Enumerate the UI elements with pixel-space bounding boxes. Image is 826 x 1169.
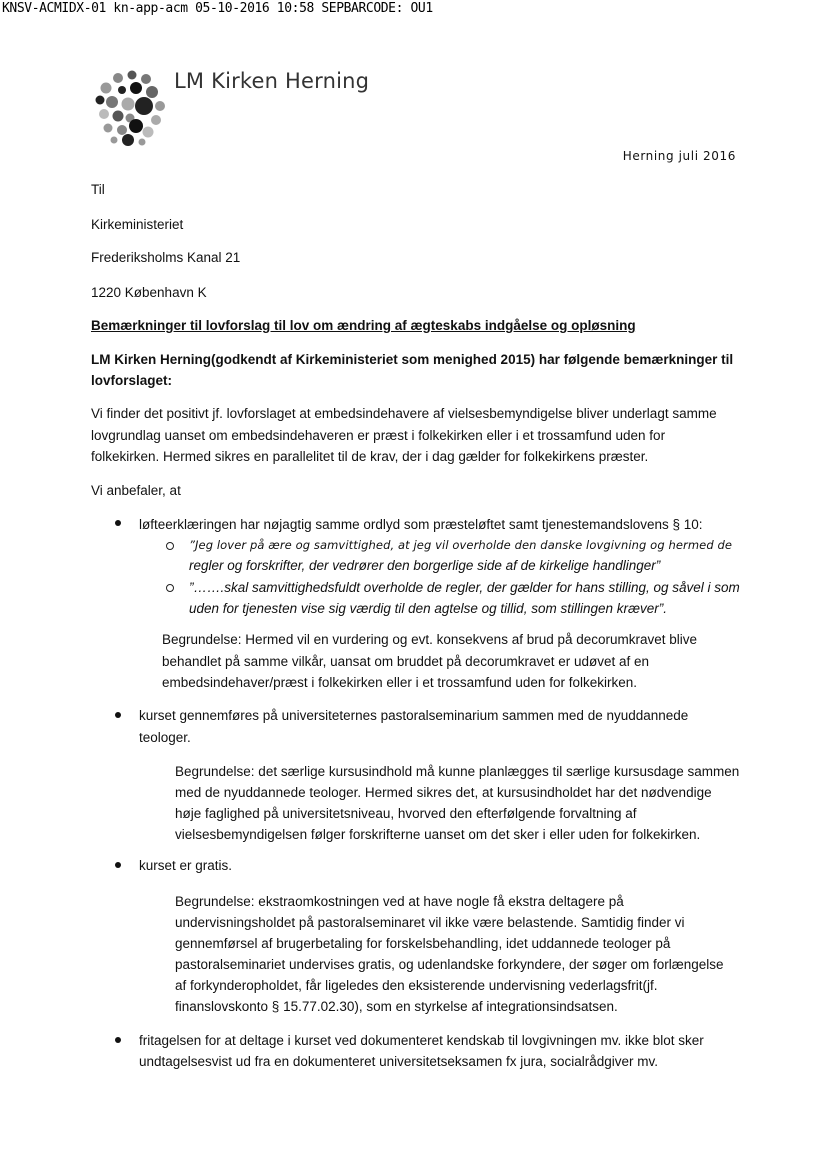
bullet-icon bbox=[115, 862, 121, 868]
bullet-icon bbox=[115, 1037, 121, 1043]
bullet3-reason-3: gennemførsel af brugerbetaling for forskelsbehandling, idet uddannede teologer på bbox=[175, 936, 671, 951]
circle-bullet-icon bbox=[166, 542, 174, 550]
bullet3-reason-5: af forkynderopholdet, får ligeledes den eksisterende undervisning vederlagsfrit(jf. bbox=[175, 978, 658, 993]
bullet4-line-1: fritagelsen for at deltage i kurset ved dokumenteret kendskab til lovgivningen mv. ikke blot sker bbox=[139, 1033, 704, 1048]
address-city: 1220 København K bbox=[91, 285, 207, 300]
intro-line-1: LM Kirken Herning(godkendt af Kirkeministeriet som menighed 2015) har følgende bemærkninger til bbox=[91, 352, 734, 367]
bullet2-line-2: teologer. bbox=[139, 730, 191, 745]
recommend-heading: Vi anbefaler, at bbox=[91, 483, 181, 498]
bullet3-reason-2: undervisningsholdet på pastoralseminaret vil ikke være belastende. Samtidig finder vi bbox=[175, 915, 685, 930]
bullet2-reason-3: høje faglighed på universitetsniveau, hvorved den efterfølgende forvaltning af bbox=[175, 806, 637, 821]
para1-line-3: folkekirken. Hermed sikres en parallelitet til de krav, der i dag gælder for folkekirkens præster. bbox=[91, 449, 649, 464]
bullet1-text: løfteerklæringen har nøjagtig samme ordlyd som præsteløftet samt tjenestemandslovens § 10: bbox=[139, 517, 703, 532]
logo-text: LM Kirken Herning bbox=[174, 69, 370, 93]
para1-line-2: lovgrundlag uanset om embedsindehaveren er præst i folkekirken eller i et trossamfund uden for bbox=[91, 428, 666, 443]
quote1-line-1: ”Jeg lover på ære og samvittighed, at jeg vil overholde den danske lovgivning og hermed de bbox=[189, 538, 733, 552]
bullet1-reason-2: behandlet på samme vilkår, uansat om bruddet på decorumkravet er udøvet af en bbox=[162, 654, 650, 669]
bullet2-reason-1: Begrundelse: det særlige kursusindhold må kunne planlægges til særlige kursusdage sammen bbox=[175, 764, 740, 779]
quote2-line-2: uden for tjenesten vise sig værdig til den agtelse og tillid, som stillingen kræver”. bbox=[189, 601, 667, 616]
quote1-line-2: regler og forskrifter, der vedrører den borgerlige side af de kirkelige handlinger” bbox=[189, 558, 661, 573]
bullet3-text: kurset er gratis. bbox=[139, 858, 233, 873]
address-to: Til bbox=[91, 182, 105, 197]
church-logo bbox=[92, 66, 382, 148]
letter-date: Herning juli 2016 bbox=[622, 149, 736, 163]
para1-line-1: Vi finder det positivt jf. lovforslaget at embedsindehavere af vielsesbemyndigelse bliver underlagt samme bbox=[91, 406, 717, 421]
bullet2-reason-4: vielsesbemyndigelsen følger forskrifterne uanset om det sker i eller uden for folkekirken. bbox=[175, 827, 701, 842]
logo-dots-icon bbox=[92, 66, 174, 148]
fax-header: KNSV-ACMIDX-01 kn-app-acm 05-10-2016 10:58 SEPBARCODE: OU1 bbox=[2, 1, 433, 16]
bullet2-reason-2: med de nyuddannede teologer. Hermed sikres det, at kursusindholdet har det nødvendige bbox=[175, 785, 712, 800]
bullet1-reason-3: embedsindehaver/præst i folkekirken eller i et trossamfund uden for folkekirken. bbox=[162, 675, 637, 690]
bullet4-line-2: undtagelsesvist ud fra en dokumenteret universitetseksamen fx jura, socialrådgiver mv. bbox=[139, 1054, 658, 1069]
bullet-icon bbox=[115, 712, 121, 718]
circle-bullet-icon bbox=[166, 584, 174, 592]
bullet3-reason-1: Begrundelse: ekstraomkostningen ved at have nogle få ekstra deltagere på bbox=[175, 894, 624, 909]
address-street: Frederiksholms Kanal 21 bbox=[91, 250, 241, 265]
address-recipient: Kirkeministeriet bbox=[91, 217, 184, 232]
bullet-icon bbox=[115, 520, 121, 526]
bullet3-reason-6: finanslovskonto § 15.77.02.30), som en styrkelse af integrationsindsatsen. bbox=[175, 999, 618, 1014]
bullet1-reason-1: Begrundelse: Hermed vil en vurdering og evt. konsekvens af brud på decorumkravet blive bbox=[162, 632, 698, 647]
bullet3-reason-4: pastoralseminariet undervises gratis, og udenlandske forkyndere, der søger om forlængelse bbox=[175, 957, 724, 972]
bullet2-line-1: kurset gennemføres på universiteternes pastoralseminarium sammen med de nyuddannede bbox=[139, 708, 689, 723]
document-title: Bemærkninger til lovforslag til lov om ændring af ægteskabs indgåelse og opløsning bbox=[91, 318, 636, 333]
quote2-line-1: ”…….skal samvittighedsfuldt overholde de regler, der gælder for hans stilling, og såvel i som bbox=[189, 580, 740, 595]
intro-line-2: lovforslaget: bbox=[91, 373, 173, 388]
